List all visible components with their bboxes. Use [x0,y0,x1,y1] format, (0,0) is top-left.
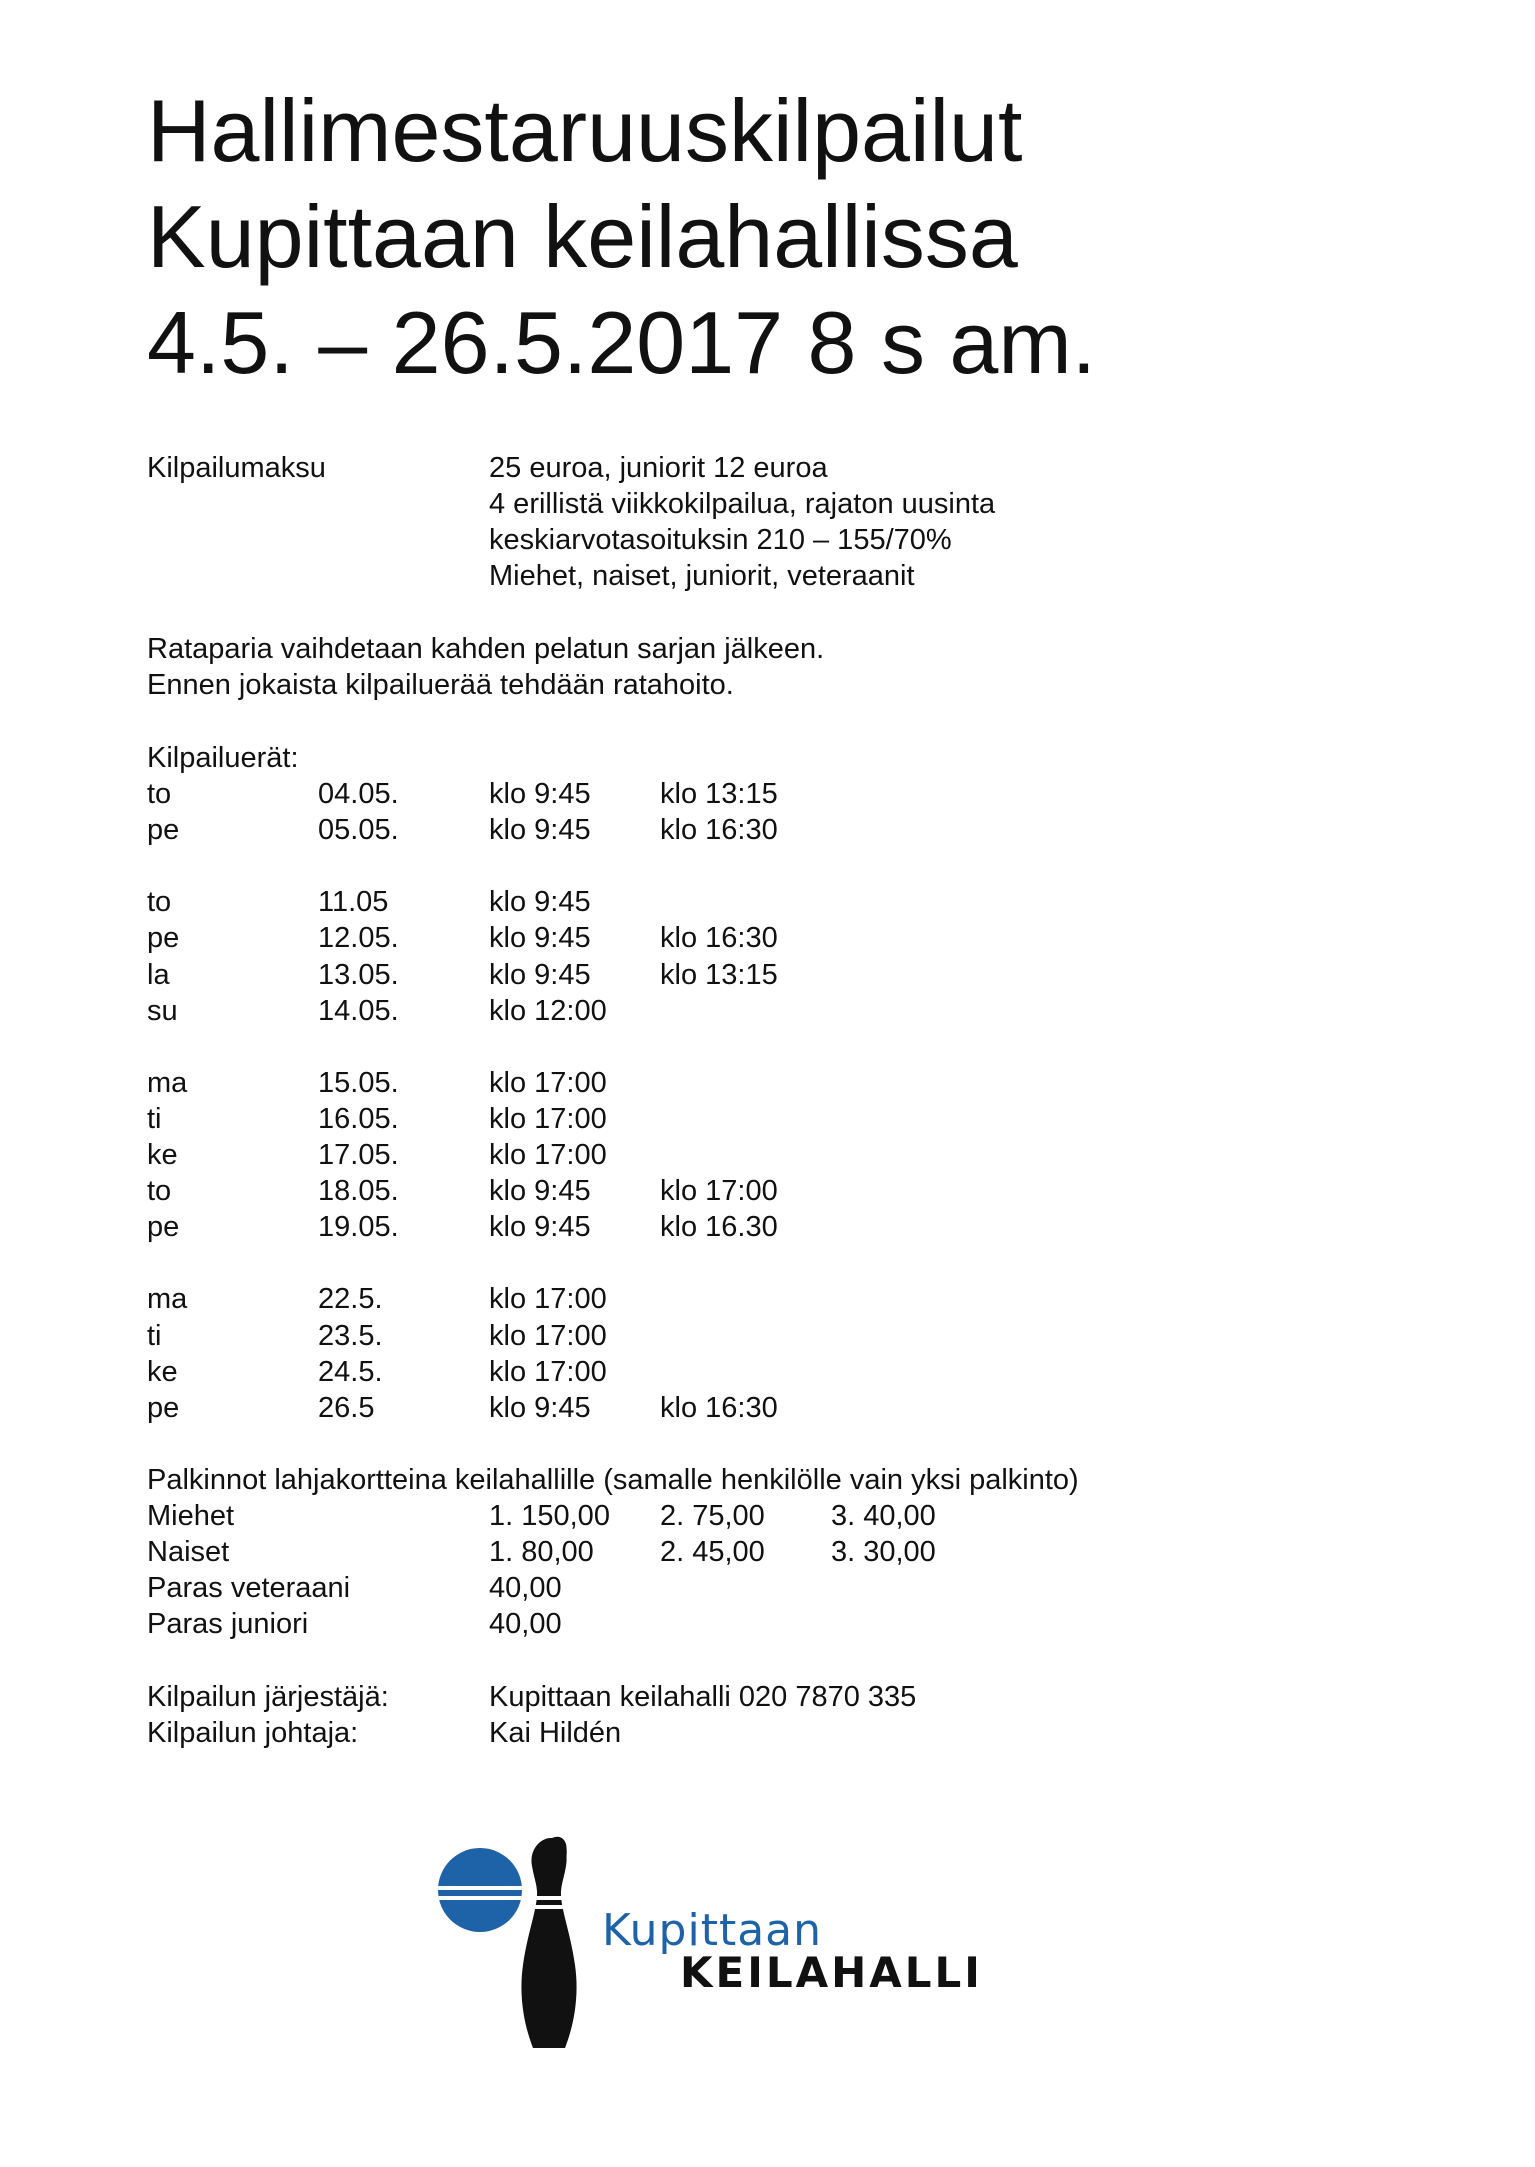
schedule-day: ti [147,1319,162,1352]
schedule-day: ke [147,1355,178,1388]
prize-first: 40,00 [489,1608,562,1641]
schedule-time-1: klo 17:00 [489,1139,607,1172]
schedule-day: pe [147,1211,180,1244]
schedule-time-1: klo 9:45 [489,922,591,955]
schedule-time-2: klo 16:30 [660,814,778,847]
title-line-3: 4.5. – 26.5.2017 8 s am. [147,293,1097,392]
prize-third: 3. 30,00 [831,1536,936,1569]
prize-category: Paras veteraani [147,1572,351,1605]
schedule-day: ma [147,1066,188,1099]
schedule-time-1: klo 17:00 [489,1102,607,1135]
prize-first: 1. 80,00 [489,1536,594,1569]
director-label: Kilpailun johtaja: [147,1717,359,1750]
prize-category: Miehet [147,1500,235,1533]
schedule-date: 16.05. [318,1102,399,1135]
schedule-day: pe [147,922,180,955]
schedule-day: ti [147,1102,162,1135]
schedule-date: 24.5. [318,1355,383,1388]
schedule-date: 12.05. [318,922,399,955]
schedule-date: 18.05. [318,1175,399,1208]
organizer-label: Kilpailun järjestäjä: [147,1681,389,1713]
logo-word-keilahalli: KEILAHALLI [680,1948,983,1997]
prize-category: Naiset [147,1536,230,1569]
rule-text: Ennen jokaista kilpailuerää tehdään ratahoito. [147,669,734,702]
schedule-time-1: klo 9:45 [489,1175,591,1208]
schedule-time-2: klo 16:30 [660,922,778,955]
schedule-time-2: klo 13:15 [660,958,778,991]
schedule-day: ma [147,1283,188,1316]
schedule-date: 04.05. [318,778,399,811]
schedule-time-2: klo 13:15 [660,778,778,811]
schedule-time-1: klo 17:00 [489,1283,607,1316]
fee-line: 25 euroa, juniorit 12 euroa [489,452,828,484]
prize-second: 2. 75,00 [660,1500,765,1533]
schedule-date: 22.5. [318,1283,383,1316]
schedule-time-1: klo 12:00 [489,994,607,1027]
schedule-time-2: klo 17:00 [660,1175,778,1208]
schedule-date: 17.05. [318,1139,399,1172]
schedule-time-1: klo 9:45 [489,1211,591,1244]
schedule-heading: Kilpailuerät: [147,742,299,774]
bowling-pin-icon [521,1837,576,2048]
schedule-time-1: klo 17:00 [489,1319,607,1352]
prize-second: 2. 45,00 [660,1536,765,1569]
schedule-day: su [147,994,178,1027]
fee-label: Kilpailumaksu [147,452,326,484]
schedule-day: to [147,886,172,919]
schedule-date: 19.05. [318,1211,399,1244]
logo-word-kupittaan: Kupittaan [602,1905,823,1956]
director-value: Kai Hildén [489,1717,622,1750]
schedule-date: 05.05. [318,814,399,847]
prize-first: 1. 150,00 [489,1500,610,1533]
title-line-2: Kupittaan keilahallissa [147,187,1018,286]
schedule-time-1: klo 9:45 [489,778,591,811]
schedule-time-1: klo 17:00 [489,1355,607,1388]
schedule-time-1: klo 9:45 [489,814,591,847]
schedule-day: pe [147,814,180,847]
schedule-date: 23.5. [318,1319,383,1352]
prizes-heading: Palkinnot lahjakortteina keilahallille (samalle henkilölle vain yksi palkinto) [147,1464,1079,1496]
schedule-time-1: klo 9:45 [489,886,591,919]
schedule-date: 15.05. [318,1066,399,1099]
schedule-date: 13.05. [318,958,399,991]
schedule-day: pe [147,1391,180,1424]
prize-category: Paras juniori [147,1608,309,1641]
prize-first: 40,00 [489,1572,562,1605]
schedule-day: ke [147,1139,178,1172]
schedule-time-2: klo 16:30 [660,1391,778,1424]
schedule-date: 11.05 [318,886,389,919]
organizer-value: Kupittaan keilahalli 020 7870 335 [489,1681,917,1713]
schedule-date: 26.5 [318,1391,375,1424]
schedule-time-1: klo 9:45 [489,1391,591,1424]
rule-text: Rataparia vaihdetaan kahden pelatun sarjan jälkeen. [147,633,825,665]
schedule-date: 14.05. [318,994,399,1027]
schedule-time-2: klo 16.30 [660,1211,778,1244]
prize-third: 3. 40,00 [831,1500,936,1533]
schedule-time-1: klo 9:45 [489,958,591,991]
fee-line: 4 erillistä viikkokilpailua, rajaton uusinta [489,488,996,521]
bowling-ball-icon [430,1830,530,1950]
schedule-day: la [147,958,170,991]
fee-line: Miehet, naiset, juniorit, veteraanit [489,560,915,593]
document-title [147,78,1096,396]
title-line-1: Hallimestaruuskilpailut [147,81,1023,180]
schedule-day: to [147,778,172,811]
schedule-day: to [147,1175,172,1208]
fee-line: keskiarvotasoituksin 210 – 155/70% [489,524,952,557]
schedule-time-1: klo 17:00 [489,1066,607,1099]
